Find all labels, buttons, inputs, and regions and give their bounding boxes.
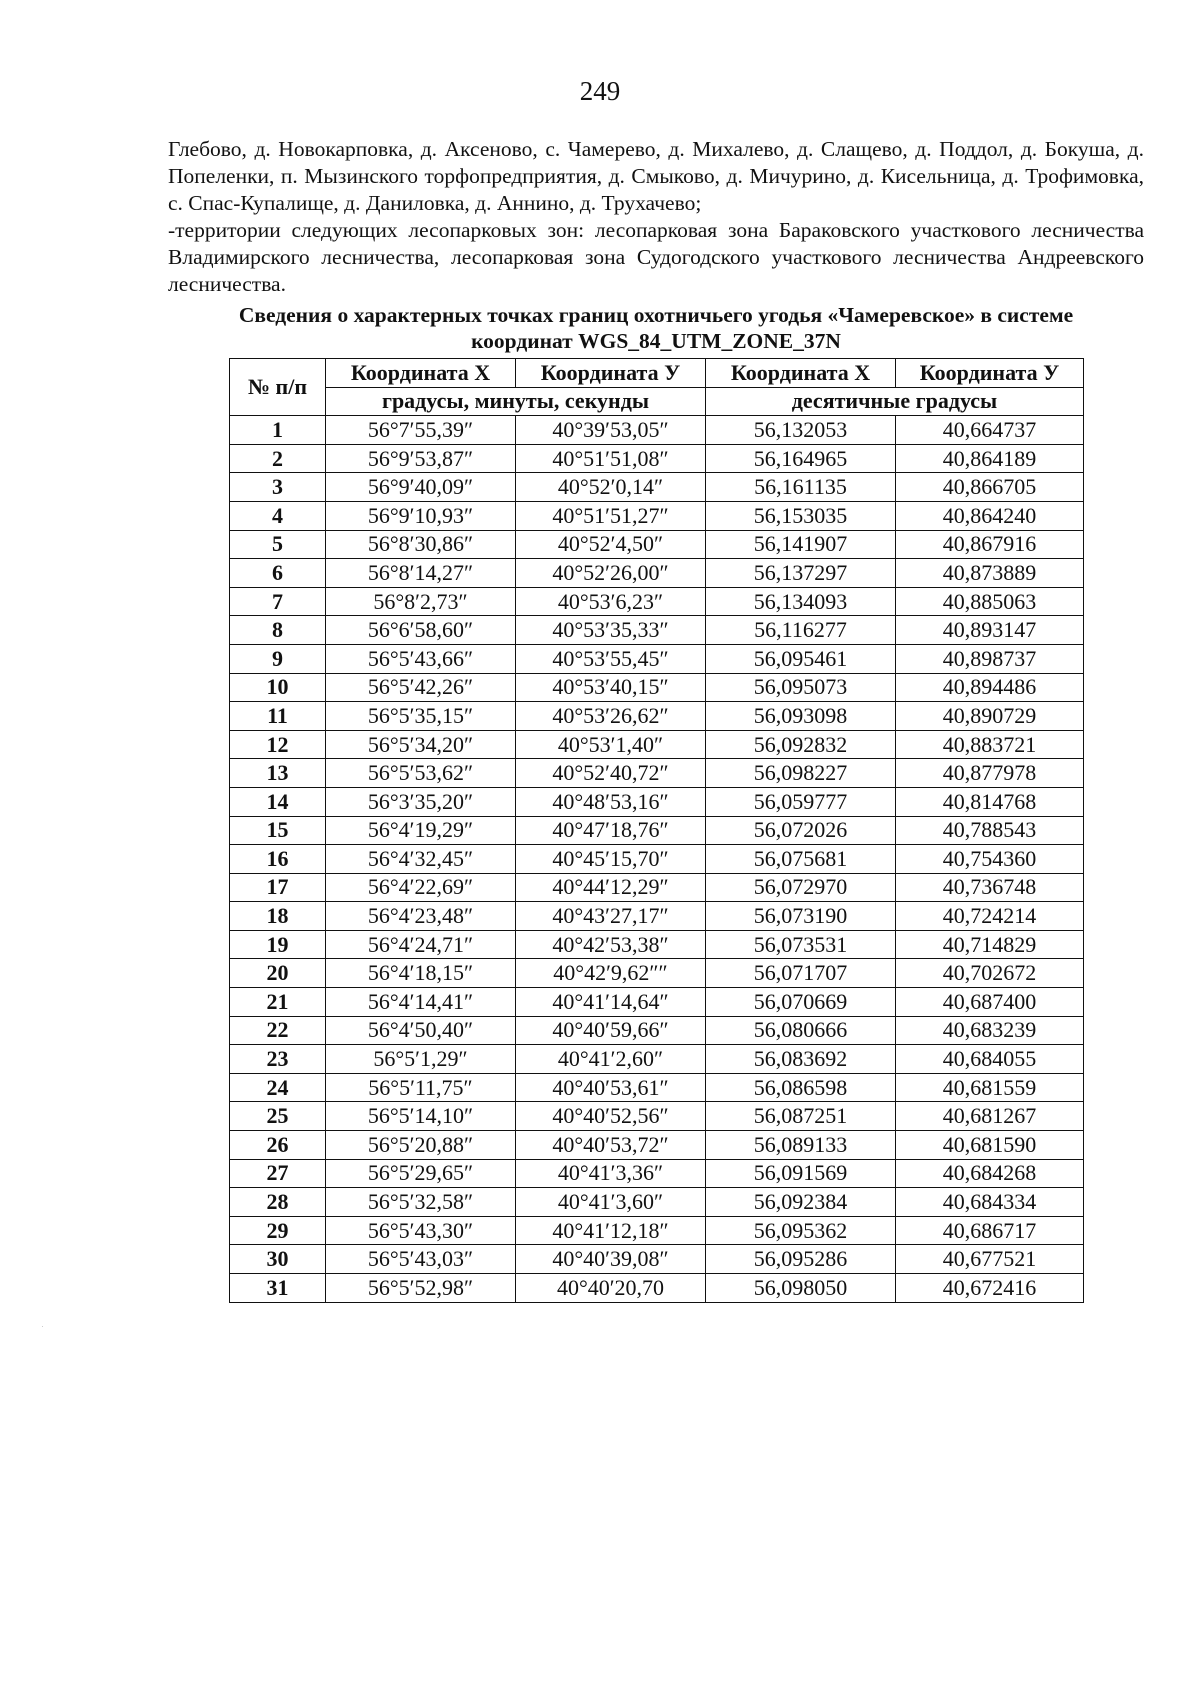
table-row [230,616,1084,645]
cell-x-dms: 56°5′43,03″ [326,1245,516,1274]
cell-number: 7 [230,587,326,616]
cell-y-decimal: 40,687400 [896,988,1084,1017]
header-decimal-units: десятичные градусы [706,387,1084,416]
cell-number: 10 [230,673,326,702]
cell-y-dms: 40°52′40,72″ [516,759,706,788]
cell-x-dms: 56°9′10,93″ [326,501,516,530]
cell-number: 18 [230,902,326,931]
cell-x-dms: 56°5′32,58″ [326,1188,516,1217]
cell-number: 25 [230,1102,326,1131]
cell-y-decimal: 40,883721 [896,730,1084,759]
cell-x-dms: 56°4′22,69″ [326,873,516,902]
cell-y-dms: 40°40′59,66″ [516,1016,706,1045]
header-row-2 [230,387,1084,416]
coordinates-table-body [230,416,1084,1302]
table-row [230,673,1084,702]
cell-number: 15 [230,816,326,845]
cell-x-decimal: 56,095362 [706,1216,896,1245]
table-row [230,587,1084,616]
cell-y-decimal: 40,877978 [896,759,1084,788]
cell-x-decimal: 56,080666 [706,1016,896,1045]
cell-y-dms: 40°47′18,76″ [516,816,706,845]
header-coord-x-dms: Координата X [326,359,516,388]
cell-number: 24 [230,1073,326,1102]
cell-y-dms: 40°52′26,00″ [516,559,706,588]
cell-x-decimal: 56,164965 [706,444,896,473]
table-row [230,816,1084,845]
cell-number: 11 [230,702,326,731]
cell-x-dms: 56°5′43,66″ [326,644,516,673]
cell-x-dms: 56°5′42,26″ [326,673,516,702]
cell-x-dms: 56°5′34,20″ [326,730,516,759]
cell-number: 21 [230,988,326,1017]
cell-y-dms: 40°52′0,14″ [516,473,706,502]
cell-number: 27 [230,1159,326,1188]
cell-number: 12 [230,730,326,759]
cell-y-decimal: 40,702672 [896,959,1084,988]
cell-x-decimal: 56,095461 [706,644,896,673]
table-row [230,1245,1084,1274]
cell-x-dms: 56°5′43,30″ [326,1216,516,1245]
cell-y-dms: 40°43′27,17″ [516,902,706,931]
table-row [230,873,1084,902]
cell-x-dms: 56°4′32,45″ [326,845,516,874]
cell-y-dms: 40°51′51,27″ [516,501,706,530]
cell-x-decimal: 56,161135 [706,473,896,502]
table-caption-line-2: координат WGS_84_UTM_ZONE_37N [471,329,841,353]
cell-y-decimal: 40,686717 [896,1216,1084,1245]
cell-number: 30 [230,1245,326,1274]
cell-y-decimal: 40,672416 [896,1274,1084,1303]
table-row [230,416,1084,445]
cell-number: 1 [230,416,326,445]
cell-number: 26 [230,1131,326,1160]
cell-number: 16 [230,845,326,874]
header-dms-units: градусы, минуты, секунды [326,387,706,416]
cell-x-decimal: 56,089133 [706,1131,896,1160]
cell-y-decimal: 40,864240 [896,501,1084,530]
cell-x-dms: 56°7′55,39″ [326,416,516,445]
cell-x-decimal: 56,087251 [706,1102,896,1131]
cell-y-dms: 40°45′15,70″ [516,845,706,874]
cell-x-dms: 56°5′53,62″ [326,759,516,788]
cell-x-dms: 56°9′40,09″ [326,473,516,502]
cell-x-dms: 56°4′23,48″ [326,902,516,931]
cell-x-dms: 56°4′19,29″ [326,816,516,845]
cell-number: 17 [230,873,326,902]
cell-y-dms: 40°40′53,72″ [516,1131,706,1160]
cell-number: 19 [230,930,326,959]
page-number: 249 [579,76,621,106]
intro-paragraph-forest-zones: -территории следующих лесопарковых зон: лесопарковая зона Бараковского участкового лесничества Владимирского лесничества, лесопарковая зона Судогодского участкового лесничества Андреевского лесничества. [168,218,1144,296]
cell-y-decimal: 40,814768 [896,787,1084,816]
cell-number: 31 [230,1274,326,1303]
cell-x-decimal: 56,072970 [706,873,896,902]
cell-y-dms: 40°41′12,18″ [516,1216,706,1245]
table-row [230,1073,1084,1102]
cell-y-decimal: 40,724214 [896,902,1084,931]
cell-number: 14 [230,787,326,816]
cell-x-dms: 56°5′35,15″ [326,702,516,731]
cell-y-decimal: 40,684055 [896,1045,1084,1074]
cell-x-dms: 56°8′2,73″ [326,587,516,616]
cell-y-decimal: 40,684334 [896,1188,1084,1217]
table-row [230,444,1084,473]
cell-y-dms: 40°53′26,62″ [516,702,706,731]
table-row [230,730,1084,759]
cell-x-dms: 56°5′29,65″ [326,1159,516,1188]
cell-x-decimal: 56,093098 [706,702,896,731]
cell-x-decimal: 56,092384 [706,1188,896,1217]
table-row [230,501,1084,530]
table-row [230,845,1084,874]
table-caption [168,302,1144,354]
cell-x-decimal: 56,072026 [706,816,896,845]
table-row [230,1045,1084,1074]
table-row [230,473,1084,502]
cell-x-dms: 56°5′20,88″ [326,1131,516,1160]
cell-y-decimal: 40,867916 [896,530,1084,559]
cell-y-dms: 40°51′51,08″ [516,444,706,473]
cell-x-decimal: 56,153035 [706,501,896,530]
cell-x-decimal: 56,092832 [706,730,896,759]
table-row [230,702,1084,731]
cell-x-dms: 56°4′50,40″ [326,1016,516,1045]
cell-x-decimal: 56,141907 [706,530,896,559]
cell-y-decimal: 40,664737 [896,416,1084,445]
cell-x-dms: 56°9′53,87″ [326,444,516,473]
cell-y-dms: 40°40′39,08″ [516,1245,706,1274]
cell-x-dms: 56°4′14,41″ [326,988,516,1017]
cell-number: 6 [230,559,326,588]
cell-x-decimal: 56,091569 [706,1159,896,1188]
table-row [230,1216,1084,1245]
cell-y-dms: 40°39′53,05″ [516,416,706,445]
cell-x-dms: 56°4′24,71″ [326,930,516,959]
header-number: № п/п [230,359,326,416]
table-row [230,559,1084,588]
cell-number: 4 [230,501,326,530]
table-row [230,1159,1084,1188]
cell-number: 13 [230,759,326,788]
table-caption-line-1: Сведения о характерных точках границ охотничьего угодья «Чамеревское» в системе [238,303,1074,327]
cell-x-decimal: 56,134093 [706,587,896,616]
cell-y-decimal: 40,890729 [896,702,1084,731]
cell-x-decimal: 56,073531 [706,930,896,959]
cell-number: 28 [230,1188,326,1217]
cell-number: 2 [230,444,326,473]
cell-y-dms: 40°53′40,15″ [516,673,706,702]
cell-number: 8 [230,616,326,645]
cell-x-decimal: 56,071707 [706,959,896,988]
cell-number: 20 [230,959,326,988]
cell-y-dms: 40°42′53,38″ [516,930,706,959]
cell-y-dms: 40°44′12,29″ [516,873,706,902]
cell-y-dms: 40°41′14,64″ [516,988,706,1017]
cell-x-dms: 56°4′18,15″ [326,959,516,988]
intro-paragraph-settlements: Глебово, д. Новокарповка, д. Аксеново, с. Чамерево, д. Михалево, д. Слащево, д. Поддол, д. Бокуша, д. Попеленки, п. Мызинского торфопредприятия, д. Смыково, д. Мичурино, д. Кисельница, д. Трофимовка, с. Спас-Купалище, д. Даниловка, д. Аннино, д. Трухачево; [168,137,1144,215]
intro-text [168,136,1144,298]
cell-y-decimal: 40,873889 [896,559,1084,588]
cell-y-decimal: 40,681590 [896,1131,1084,1160]
header-row-1 [230,359,1084,388]
cell-y-decimal: 40,677521 [896,1245,1084,1274]
table-row [230,902,1084,931]
cell-y-dms: 40°48′53,16″ [516,787,706,816]
table-row [230,1131,1084,1160]
cell-x-decimal: 56,137297 [706,559,896,588]
cell-number: 3 [230,473,326,502]
cell-y-decimal: 40,736748 [896,873,1084,902]
cell-x-decimal: 56,095286 [706,1245,896,1274]
coordinates-table [229,358,1084,1303]
header-coord-y-dms: Координата У [516,359,706,388]
cell-x-decimal: 56,073190 [706,902,896,931]
cell-number: 23 [230,1045,326,1074]
cell-x-dms: 56°8′14,27″ [326,559,516,588]
table-row [230,530,1084,559]
cell-x-decimal: 56,132053 [706,416,896,445]
cell-x-dms: 56°5′1,29″ [326,1045,516,1074]
cell-y-dms: 40°41′2,60″ [516,1045,706,1074]
cell-x-decimal: 56,086598 [706,1073,896,1102]
cell-y-decimal: 40,683239 [896,1016,1084,1045]
cell-y-decimal: 40,754360 [896,845,1084,874]
cell-x-decimal: 56,095073 [706,673,896,702]
cell-number: 22 [230,1016,326,1045]
cell-number: 9 [230,644,326,673]
cell-y-decimal: 40,893147 [896,616,1084,645]
cell-y-decimal: 40,681267 [896,1102,1084,1131]
cell-y-decimal: 40,788543 [896,816,1084,845]
table-row [230,1102,1084,1131]
cell-y-dms: 40°53′55,45″ [516,644,706,673]
cell-number: 29 [230,1216,326,1245]
cell-y-dms: 40°41′3,60″ [516,1188,706,1217]
cell-y-dms: 40°42′9,62″″ [516,959,706,988]
cell-y-dms: 40°53′35,33″ [516,616,706,645]
table-row [230,959,1084,988]
cell-y-decimal: 40,684268 [896,1159,1084,1188]
cell-y-decimal: 40,894486 [896,673,1084,702]
cell-x-decimal: 56,083692 [706,1045,896,1074]
cell-x-decimal: 56,070669 [706,988,896,1017]
coordinates-table-header [230,359,1084,416]
table-row [230,1188,1084,1217]
cell-y-decimal: 40,714829 [896,930,1084,959]
cell-y-dms: 40°40′20,70 [516,1274,706,1303]
table-row [230,1274,1084,1303]
cell-y-dms: 40°53′1,40″ [516,730,706,759]
table-row [230,988,1084,1017]
cell-y-decimal: 40,898737 [896,644,1084,673]
cell-x-dms: 56°3′35,20″ [326,787,516,816]
header-coord-y-decimal: Координата У [896,359,1084,388]
cell-y-decimal: 40,681559 [896,1073,1084,1102]
cell-x-decimal: 56,098227 [706,759,896,788]
cell-x-dms: 56°6′58,60″ [326,616,516,645]
cell-y-decimal: 40,885063 [896,587,1084,616]
scan-artifact [42,1326,43,1327]
cell-y-dms: 40°53′6,23″ [516,587,706,616]
cell-x-decimal: 56,098050 [706,1274,896,1303]
table-row [230,930,1084,959]
header-coord-x-decimal: Координата X [706,359,896,388]
cell-y-dms: 40°52′4,50″ [516,530,706,559]
cell-y-decimal: 40,866705 [896,473,1084,502]
cell-y-dms: 40°41′3,36″ [516,1159,706,1188]
cell-x-dms: 56°5′14,10″ [326,1102,516,1131]
cell-x-dms: 56°5′11,75″ [326,1073,516,1102]
cell-y-dms: 40°40′52,56″ [516,1102,706,1131]
table-row [230,644,1084,673]
cell-x-decimal: 56,116277 [706,616,896,645]
table-row [230,1016,1084,1045]
cell-x-decimal: 56,059777 [706,787,896,816]
cell-x-decimal: 56,075681 [706,845,896,874]
cell-number: 5 [230,530,326,559]
cell-y-decimal: 40,864189 [896,444,1084,473]
cell-x-dms: 56°5′52,98″ [326,1274,516,1303]
cell-x-dms: 56°8′30,86″ [326,530,516,559]
table-row [230,787,1084,816]
table-row [230,759,1084,788]
cell-y-dms: 40°40′53,61″ [516,1073,706,1102]
